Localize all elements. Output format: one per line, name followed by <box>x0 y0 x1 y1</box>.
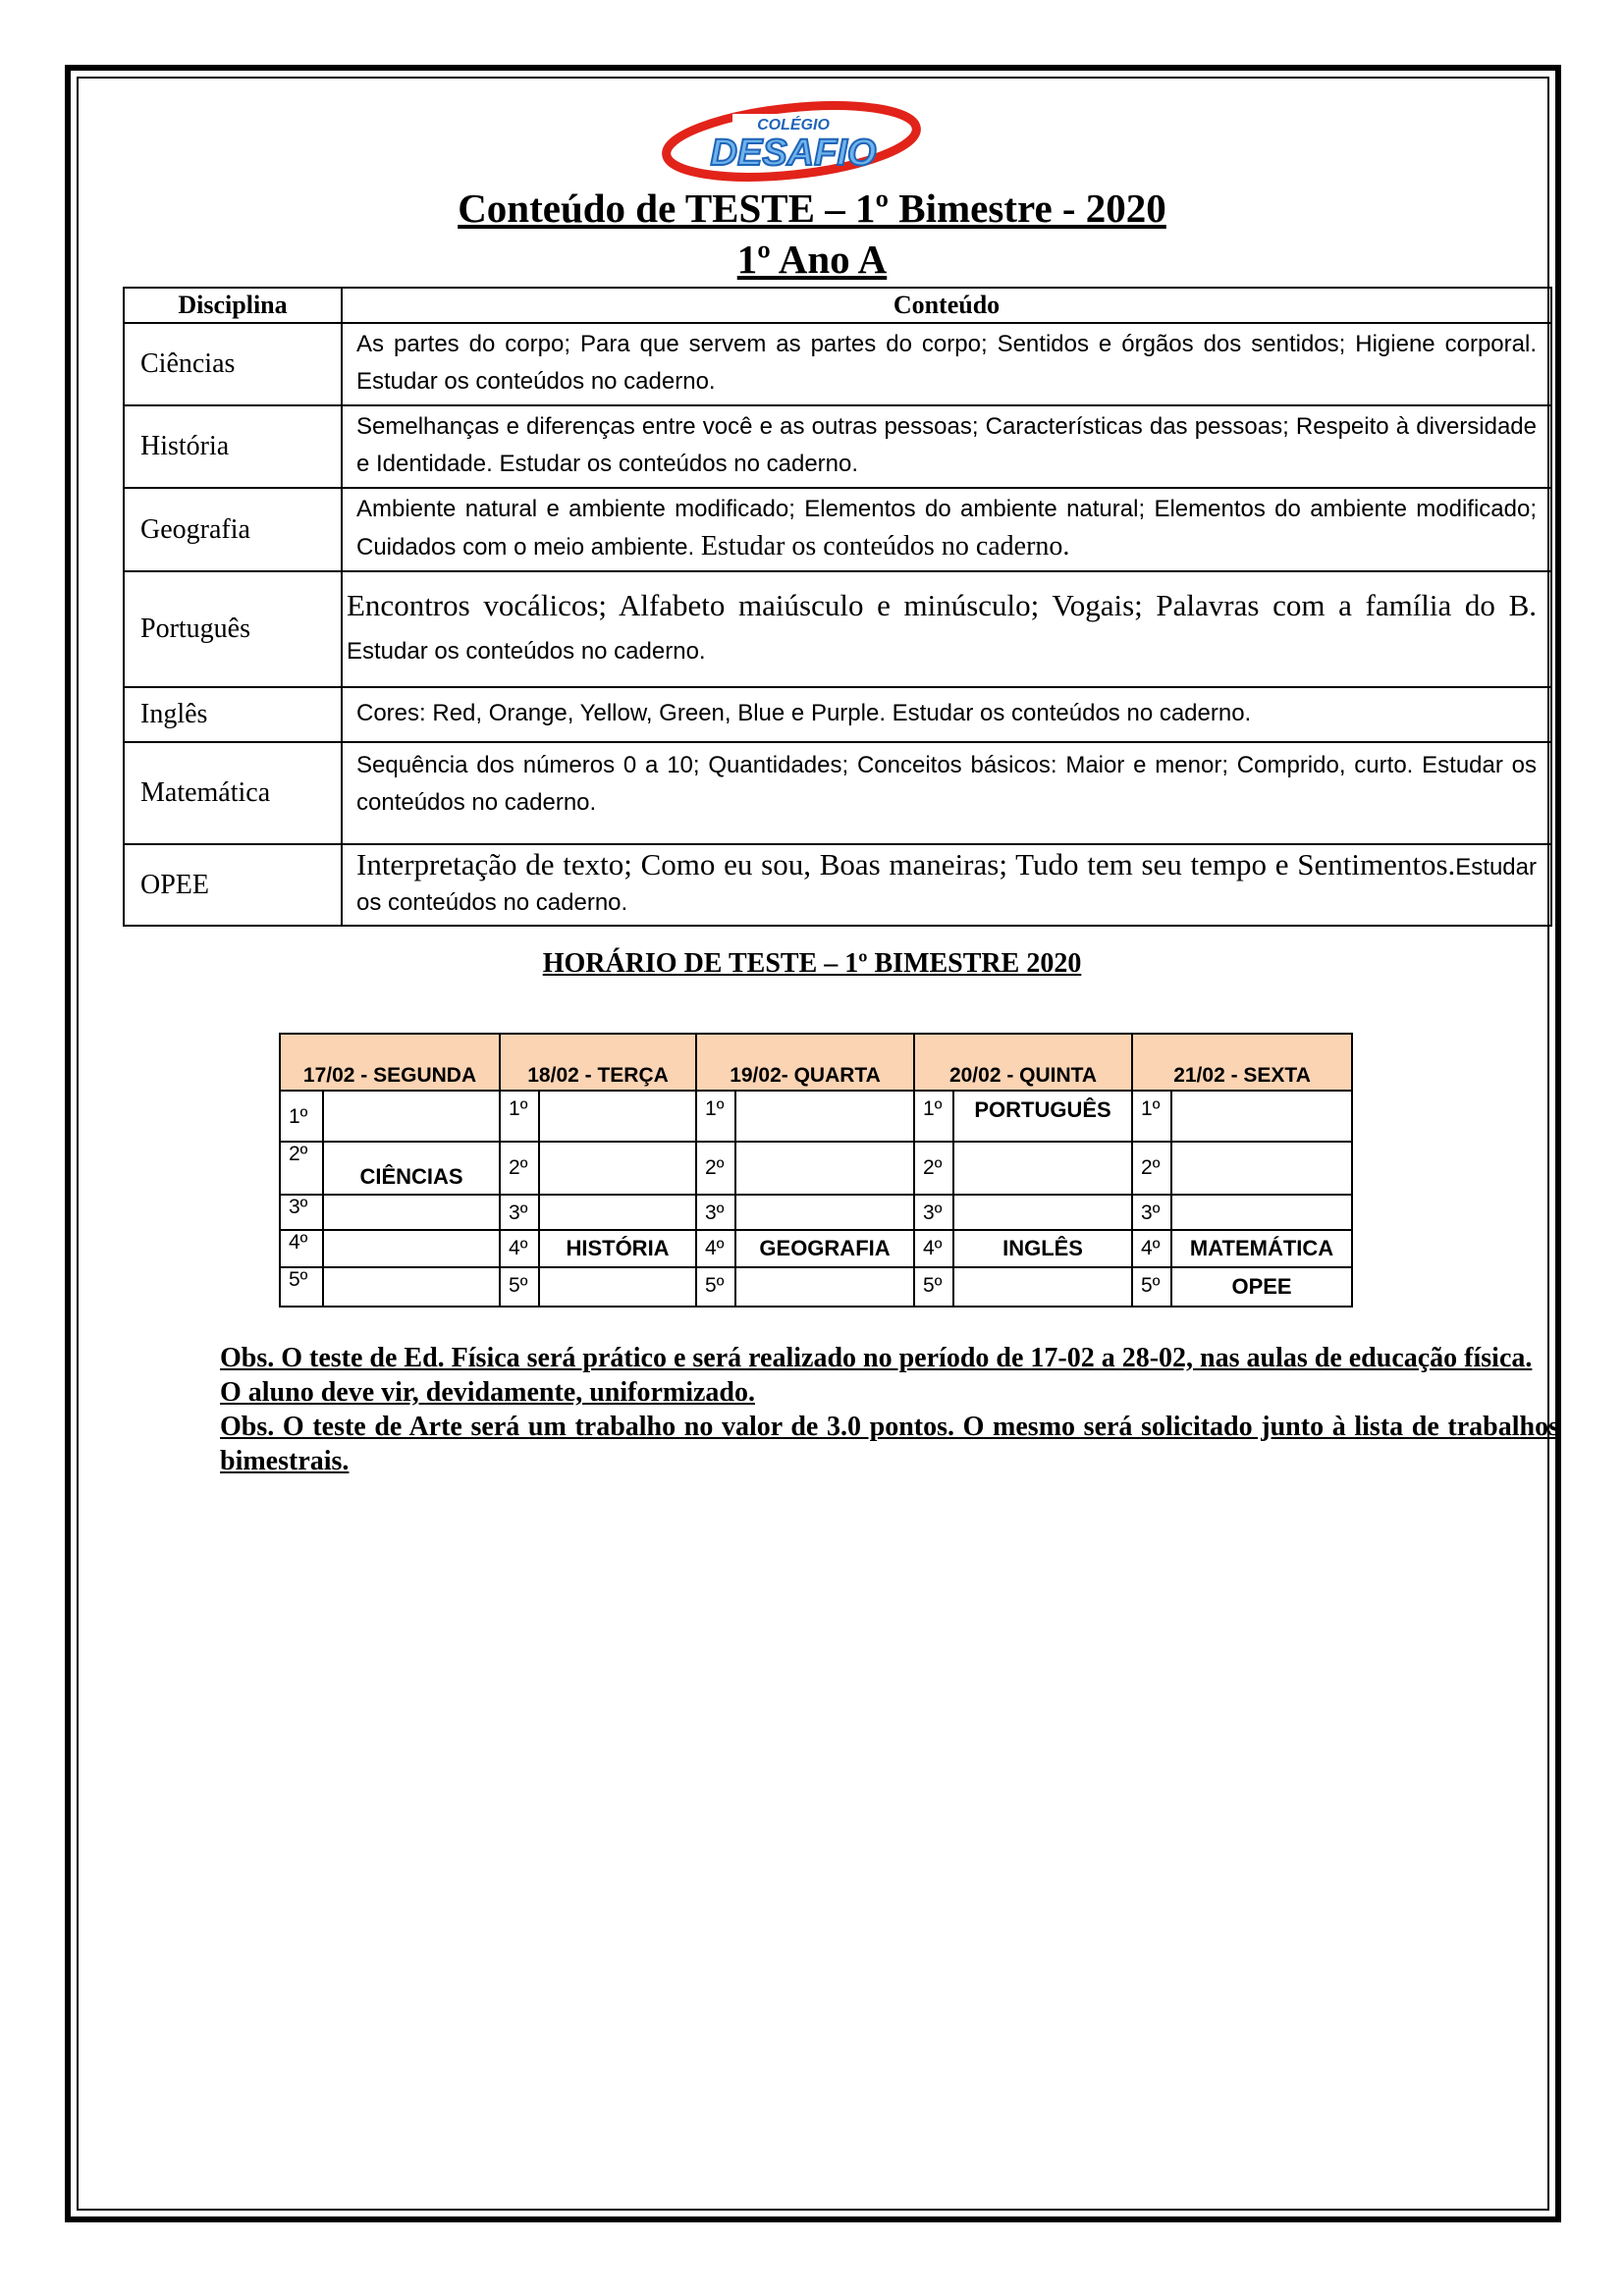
period-number: 1º <box>280 1091 323 1142</box>
schedule-title: HORÁRIO DE TESTE – 1º BIMESTRE 2020 <box>542 948 1082 979</box>
content-table <box>123 287 1552 927</box>
content-text: Ambiente natural e ambiente modificado; Elementos do ambiente natural; Elementos do ambiente modificado; Cuidados com o meio ambiente. <box>356 496 1537 561</box>
schedule-row <box>280 1230 1352 1267</box>
subject-slot <box>953 1267 1132 1307</box>
note-arte: Obs. O teste de Arte será um trabalho no valor de 3.0 pontos. O mesmo será solicitado junto à lista de trabalhos bimestrais. <box>220 1412 1559 1476</box>
period-number: 2º <box>280 1142 323 1195</box>
subject-cell: Geografia <box>124 488 342 571</box>
content-text-serif: Interpretação de texto; Como eu sou, Boas maneiras; Tudo tem seu tempo e Sentimentos. <box>356 847 1456 881</box>
subject-slot <box>735 1091 914 1142</box>
content-cell <box>342 844 1551 926</box>
period-number: 2º <box>1132 1142 1171 1195</box>
period-number: 5º <box>500 1267 539 1307</box>
school-logo <box>656 96 921 185</box>
subject-slot <box>735 1195 914 1230</box>
subject-slot <box>1171 1142 1352 1195</box>
period-number: 1º <box>696 1091 735 1142</box>
day-header: 21/02 - SEXTA <box>1132 1034 1352 1091</box>
content-text: Estudar os conteúdos no caderno. <box>356 854 1537 916</box>
subject-slot: CIÊNCIAS <box>323 1142 500 1195</box>
subject-slot <box>953 1142 1132 1195</box>
subject-slot: PORTUGUÊS <box>953 1091 1132 1142</box>
subject-slot: HISTÓRIA <box>539 1230 696 1267</box>
subject-slot <box>539 1267 696 1307</box>
class-subtitle: 1º Ano A <box>736 237 888 282</box>
period-number: 1º <box>914 1091 953 1142</box>
period-number: 4º <box>1132 1230 1171 1267</box>
content-cell: Sequência dos números 0 a 10; Quantidades; Conceitos básicos: Maior e menor; Comprido, curto. Estudar os conteúdos no caderno. <box>342 742 1551 844</box>
table-row <box>124 323 1551 405</box>
period-number: 1º <box>500 1091 539 1142</box>
content-text-serif: Estudar os conteúdos no caderno. <box>700 531 1070 561</box>
schedule-row <box>280 1142 1352 1195</box>
note-uniform: O aluno deve vir, devidamente, uniformizado. <box>220 1377 755 1408</box>
logo-text-desafio: DESAFIO <box>710 133 877 174</box>
table-row <box>124 687 1551 742</box>
day-header: 19/02- QUARTA <box>696 1034 914 1091</box>
subject-slot <box>323 1195 500 1230</box>
table-row <box>124 844 1551 926</box>
day-header: 18/02 - TERÇA <box>500 1034 696 1091</box>
content-cell: As partes do corpo; Para que servem as partes do corpo; Sentidos e órgãos dos sentidos; Higiene corporal. Estudar os conteúdos no caderno. <box>342 323 1551 405</box>
subject-cell: História <box>124 405 342 488</box>
subject-slot: GEOGRAFIA <box>735 1230 914 1267</box>
period-number: 3º <box>914 1195 953 1230</box>
period-number: 2º <box>696 1142 735 1195</box>
subject-slot <box>735 1267 914 1307</box>
content-text: Estudar os conteúdos no caderno. <box>347 637 706 665</box>
day-header: 20/02 - QUINTA <box>914 1034 1132 1091</box>
subject-slot <box>539 1195 696 1230</box>
period-number: 4º <box>500 1230 539 1267</box>
table-row <box>124 571 1551 687</box>
period-number: 5º <box>280 1267 323 1307</box>
period-number: 5º <box>914 1267 953 1307</box>
schedule-header-row <box>280 1034 1352 1091</box>
subject-slot <box>539 1091 696 1142</box>
day-header: 17/02 - SEGUNDA <box>280 1034 500 1091</box>
subject-slot <box>323 1267 500 1307</box>
subject-slot: INGLÊS <box>953 1230 1132 1267</box>
content-cell: Semelhanças e diferenças entre você e as outras pessoas; Características das pessoas; Respeito à diversidade e Identidade. Estudar os conteúdos no caderno. <box>342 405 1551 488</box>
note-ed-fisica: Obs. O teste de Ed. Física será prático e será realizado no período de 17-02 a 28-02, nas aulas de educação física. <box>220 1343 1533 1373</box>
subject-cell: Português <box>124 571 342 687</box>
content-cell <box>342 488 1551 571</box>
subject-slot <box>1171 1195 1352 1230</box>
content-cell <box>342 571 1551 687</box>
period-number: 5º <box>1132 1267 1171 1307</box>
subject-cell: Matemática <box>124 742 342 844</box>
header-disciplina: Disciplina <box>124 288 342 323</box>
period-number: 3º <box>280 1195 323 1230</box>
period-number: 4º <box>280 1230 323 1267</box>
period-number: 2º <box>500 1142 539 1195</box>
schedule-row <box>280 1195 1352 1230</box>
subject-cell: OPEE <box>124 844 342 926</box>
content-cell: Cores: Red, Orange, Yellow, Green, Blue e Purple. Estudar os conteúdos no caderno. <box>342 687 1551 742</box>
period-number: 4º <box>914 1230 953 1267</box>
period-number: 4º <box>696 1230 735 1267</box>
period-number: 1º <box>1132 1091 1171 1142</box>
subject-cell: Ciências <box>124 323 342 405</box>
table-row <box>124 742 1551 844</box>
content-text-serif: Encontros vocálicos; Alfabeto maiúsculo e minúsculo; Vogais; Palavras com a família do B. <box>347 587 1537 622</box>
logo-text-colegio: COLÉGIO <box>757 117 830 133</box>
subject-slot: OPEE <box>1171 1267 1352 1307</box>
notes-section <box>220 1341 1559 1478</box>
table-row <box>124 405 1551 488</box>
subject-slot <box>539 1142 696 1195</box>
subject-slot <box>323 1091 500 1142</box>
schedule-row <box>280 1267 1352 1307</box>
subject-slot <box>323 1230 500 1267</box>
subject-slot <box>1171 1091 1352 1142</box>
schedule-row <box>280 1091 1352 1142</box>
header-conteudo: Conteúdo <box>342 288 1551 323</box>
period-number: 3º <box>1132 1195 1171 1230</box>
content-table-header <box>124 288 1551 323</box>
period-number: 2º <box>914 1142 953 1195</box>
schedule-table <box>279 1033 1353 1308</box>
subject-slot <box>953 1195 1132 1230</box>
table-row <box>124 488 1551 571</box>
period-number: 5º <box>696 1267 735 1307</box>
subject-cell: Inglês <box>124 687 342 742</box>
subject-slot: MATEMÁTICA <box>1171 1230 1352 1267</box>
period-number: 3º <box>696 1195 735 1230</box>
page-title: Conteúdo de TESTE – 1º Bimestre - 2020 <box>458 186 1166 231</box>
subject-slot <box>735 1142 914 1195</box>
period-number: 3º <box>500 1195 539 1230</box>
